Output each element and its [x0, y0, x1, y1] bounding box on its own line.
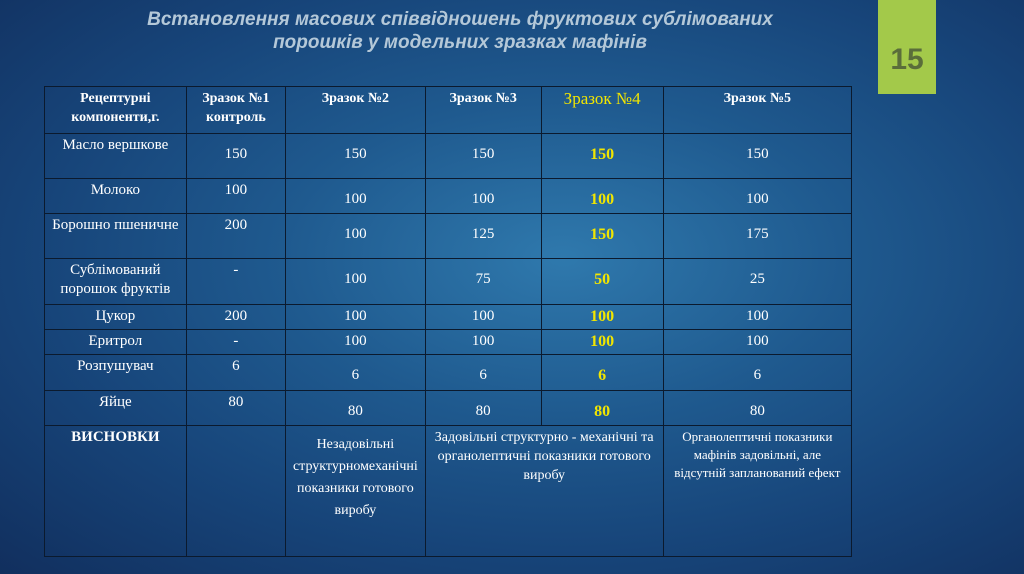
row-label: Сублімований порошок фруктів [45, 259, 187, 305]
cell-value-highlight: 100 [541, 305, 663, 330]
cell-value: 6 [663, 355, 851, 391]
conclusion-sample-2: Незадовільні структурномеханічні показники готового виробу [286, 426, 426, 557]
cell-value: 100 [286, 305, 426, 330]
cell-value: 150 [663, 134, 851, 179]
cell-value: 100 [663, 305, 851, 330]
table-row [45, 391, 852, 426]
table-row [45, 305, 852, 330]
row-label: Яйце [45, 391, 187, 426]
cell-value-highlight: 50 [541, 259, 663, 305]
cell-value: 75 [425, 259, 541, 305]
cell-value: 100 [286, 330, 426, 355]
slide-number: 15 [890, 43, 924, 76]
cell-value: 150 [186, 134, 285, 179]
cell-value: 80 [186, 391, 285, 426]
header-sample-1: Зразок №1 контроль [186, 87, 285, 134]
header-sample-4: Зразок №4 [541, 87, 663, 134]
row-label: Масло вершкове [45, 134, 187, 179]
conclusions-row [45, 426, 852, 557]
recipe-table [44, 86, 852, 557]
cell-value: 100 [663, 330, 851, 355]
row-label: Борошно пшеничне [45, 214, 187, 259]
slide-title-line-2: порошків у модельних зразках мафінів [273, 32, 647, 53]
slide-title-line-1: Встановлення масових співвідношень фруктових сублімованих [147, 9, 773, 30]
cell-value: 80 [425, 391, 541, 426]
row-label: Еритрол [45, 330, 187, 355]
cell-value: - [186, 259, 285, 305]
conclusions-label: ВИСНОВКИ [45, 426, 187, 557]
cell-value-highlight: 100 [541, 179, 663, 214]
cell-value: 200 [186, 214, 285, 259]
table-row [45, 330, 852, 355]
row-label: Цукор [45, 305, 187, 330]
table-row [45, 355, 852, 391]
cell-value: 80 [286, 391, 426, 426]
cell-value: 150 [286, 134, 426, 179]
cell-value-highlight: 100 [541, 330, 663, 355]
conclusions-empty [186, 426, 285, 557]
cell-value: 80 [663, 391, 851, 426]
cell-value: 200 [186, 305, 285, 330]
cell-value: 100 [425, 330, 541, 355]
cell-value: 100 [425, 179, 541, 214]
cell-value: 100 [286, 259, 426, 305]
cell-value-highlight: 6 [541, 355, 663, 391]
table-header-row [45, 87, 852, 134]
cell-value: 100 [663, 179, 851, 214]
row-label: Молоко [45, 179, 187, 214]
table-row [45, 214, 852, 259]
table-row [45, 259, 852, 305]
conclusion-sample-3-4: Задовільні структурно - механічні та органолептичні показники готового виробу [425, 426, 663, 557]
cell-value: 125 [425, 214, 541, 259]
cell-value: 150 [425, 134, 541, 179]
cell-value-highlight: 150 [541, 134, 663, 179]
cell-value: 175 [663, 214, 851, 259]
row-label: Розпушувач [45, 355, 187, 391]
cell-value-highlight: 80 [541, 391, 663, 426]
slide-number-badge [878, 0, 936, 94]
cell-value: 100 [286, 179, 426, 214]
table-row [45, 134, 852, 179]
cell-value: 6 [286, 355, 426, 391]
header-components: Рецептурні компоненти,г. [45, 87, 187, 134]
header-sample-2: Зразок №2 [286, 87, 426, 134]
cell-value: 6 [425, 355, 541, 391]
header-sample-5: Зразок №5 [663, 87, 851, 134]
cell-value: 100 [286, 214, 426, 259]
cell-value: 100 [186, 179, 285, 214]
cell-value: 100 [425, 305, 541, 330]
cell-value: - [186, 330, 285, 355]
table-row [45, 179, 852, 214]
cell-value-highlight: 150 [541, 214, 663, 259]
conclusion-sample-5: Органолептичні показники мафінів задовільні, але відсутній запланований ефект [663, 426, 851, 557]
header-sample-3: Зразок №3 [425, 87, 541, 134]
slide-title [40, 8, 880, 54]
cell-value: 25 [663, 259, 851, 305]
cell-value: 6 [186, 355, 285, 391]
